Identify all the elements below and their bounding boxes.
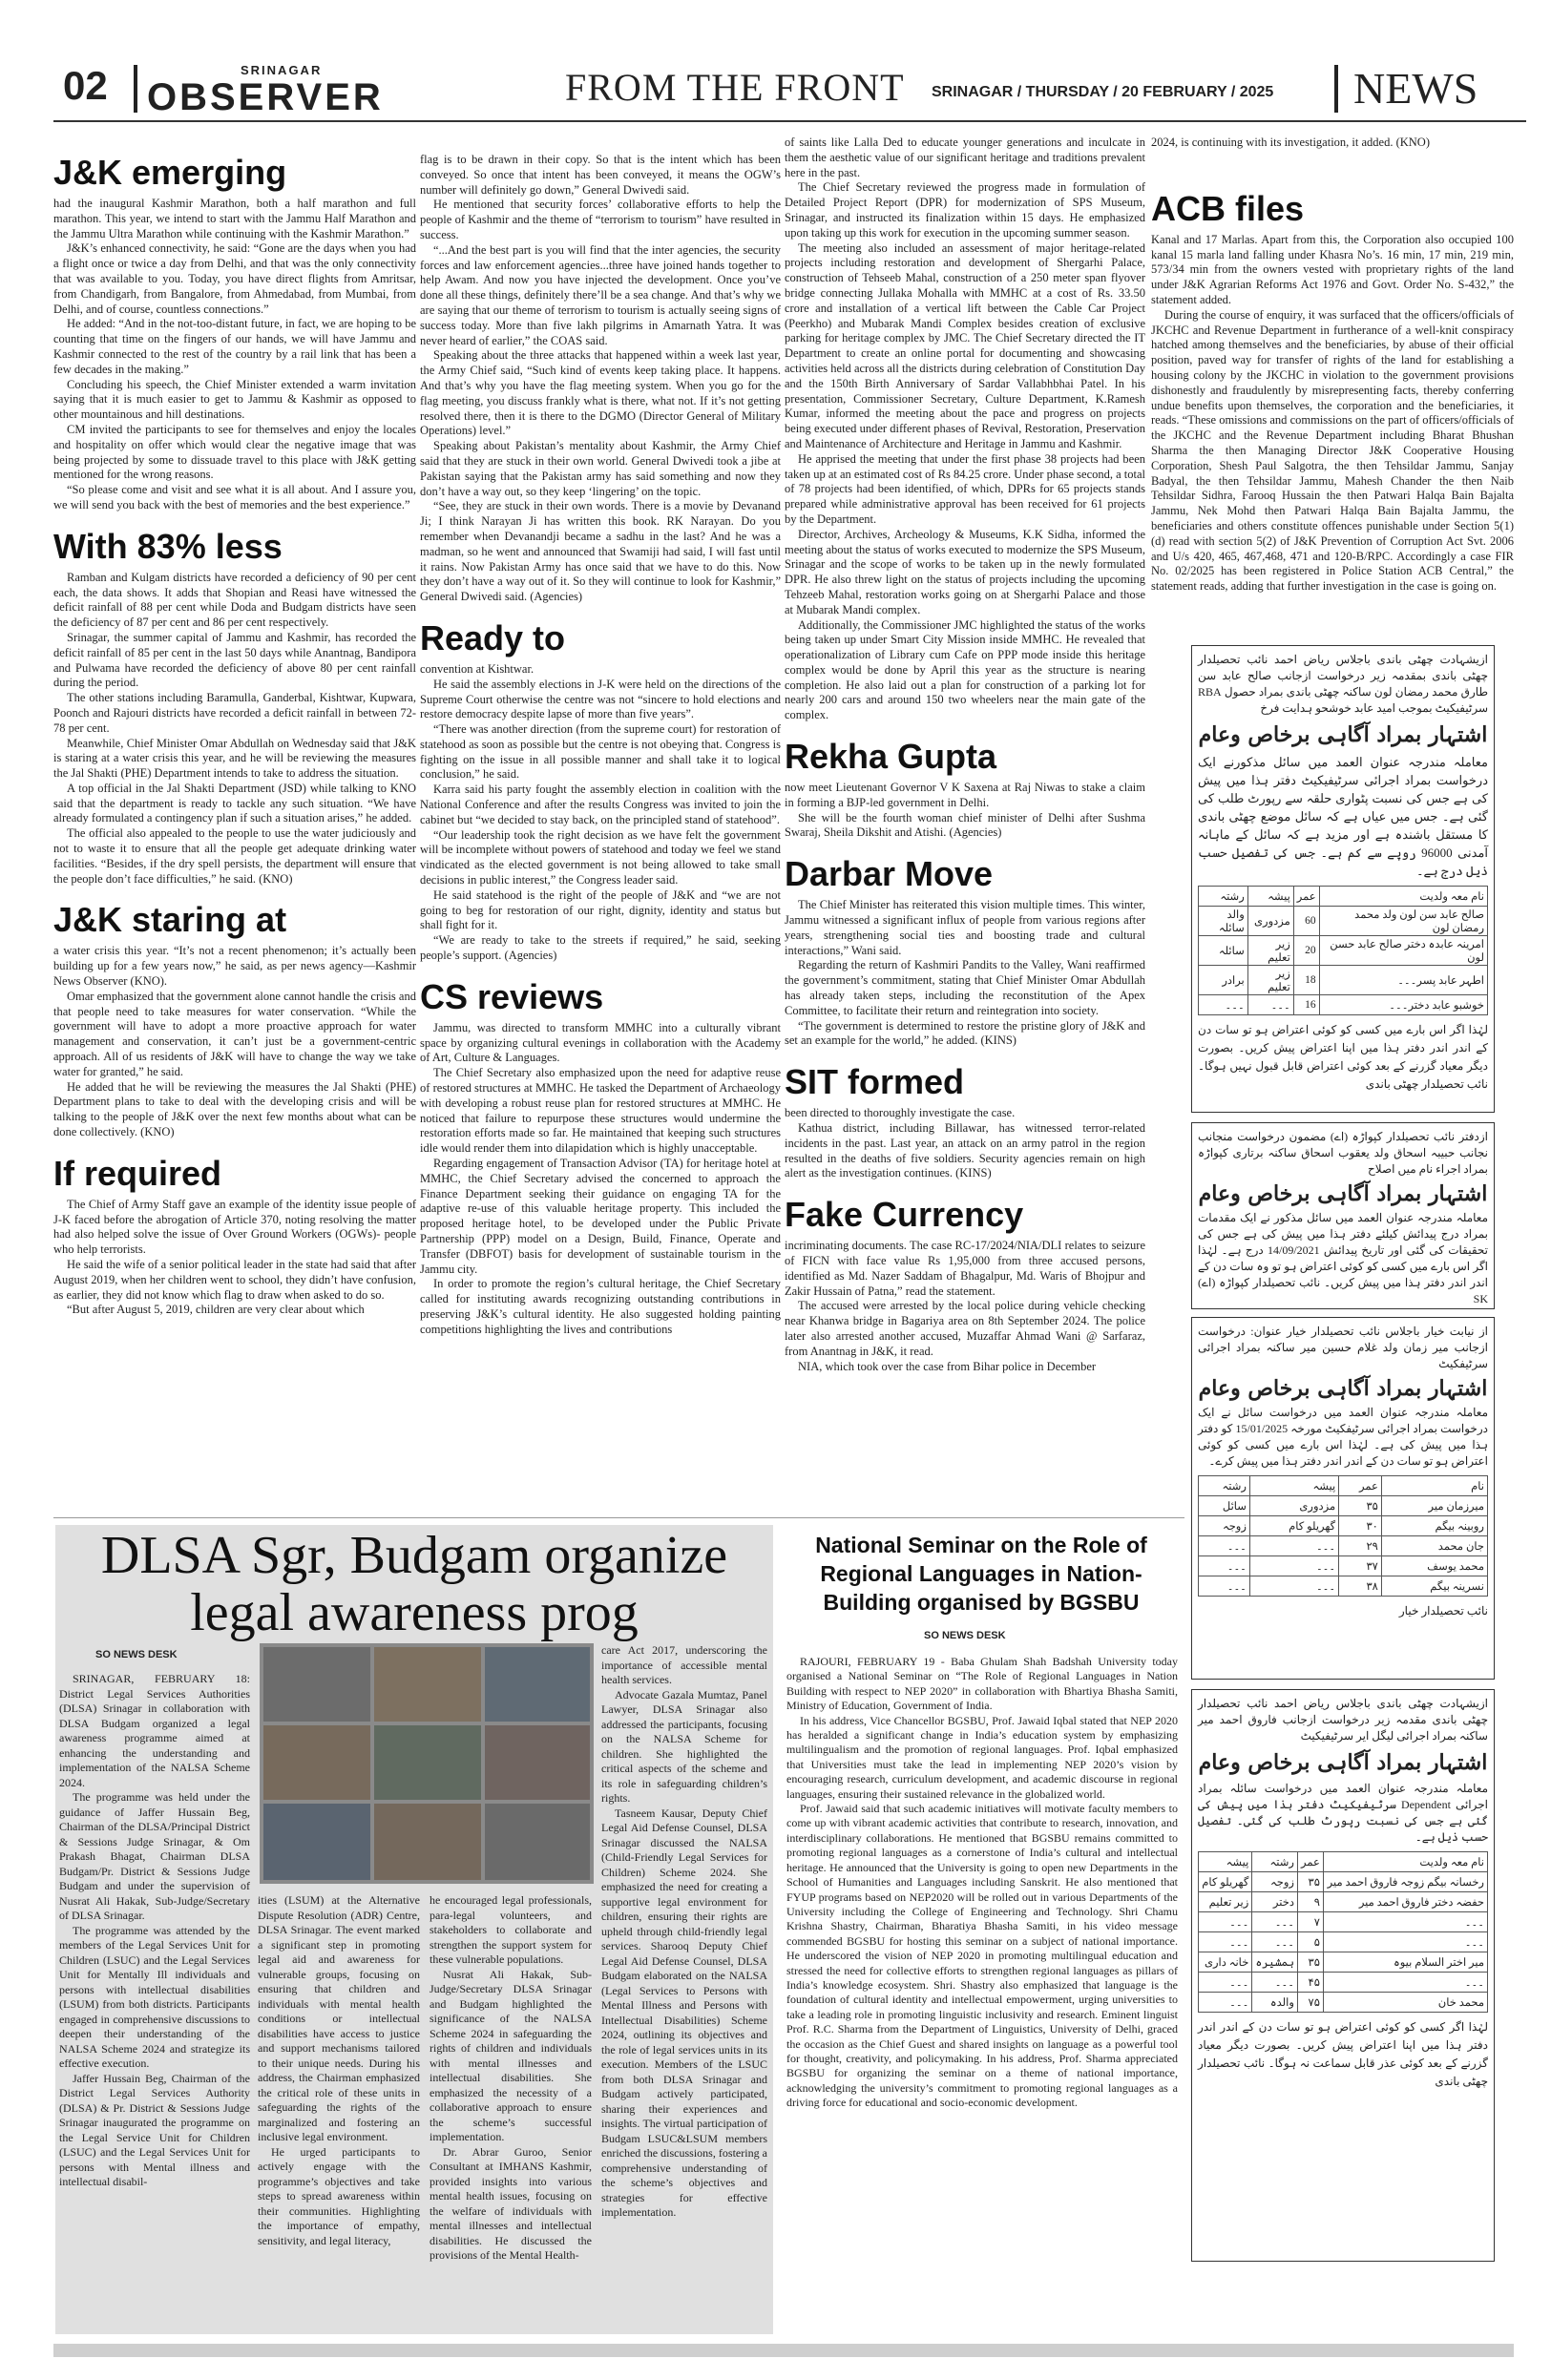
column-4 (1151, 136, 1514, 595)
paper-subtitle: SRINAGAR (241, 63, 323, 77)
table-header: رشتہ (1252, 1852, 1298, 1872)
paragraph: A top official in the Jal Shakti Department (JSD) while talking to KNO said that the department is ready to tackle any such situation. “We have already formulated a contingency plan if such a situation arises,” he added. (53, 781, 416, 825)
table-row (1199, 1556, 1488, 1576)
table-row (1199, 1952, 1488, 1973)
paragraph: Advocate Gazala Mumtaz, Panel Lawyer, DLSA Srinagar also addressed the participants, focusing on the NALSA Scheme for children. She highlighted the critical aspects of the scheme and its role in safeguarding children’s rights. (601, 1687, 767, 1805)
table-cell: خانہ داری (1199, 1952, 1252, 1973)
notice-intro: ازدفتر نائب تحصیلدار کپواڑہ (اے) مضمون درخواست منجانب نجانب حبیبہ اسحاق ولد یعقوب اسحاق ساکنہ برتاری کپواڑہ بمراد اجراء نام میں اصلاح (1198, 1130, 1488, 1176)
table-row (1199, 1892, 1488, 1912)
table-cell: ۔۔۔ (1249, 1536, 1338, 1556)
paragraph: Nusrat Ali Hakak, Sub-Judge/Secretary DLSA Srinagar and Budgam highlighted the significance of the NALSA Scheme 2024 in safeguarding the rights of children and individuals with mental illnesses and intellectual disabilities. She emphasized the necessity of a collaborative approach to ensure the scheme’s successful implementation. (430, 1967, 592, 2143)
table-cell: دختر (1252, 1892, 1298, 1912)
headline-darbar-move: Darbar Move (785, 854, 994, 894)
table-row (1199, 1576, 1488, 1597)
table-header: رشتہ (1199, 887, 1248, 907)
table-row (1199, 1993, 1488, 2013)
table-cell: زوجہ (1252, 1872, 1298, 1892)
paragraph: convention at Kishtwar. (420, 661, 534, 676)
table-header: نام معہ ولدیت (1323, 1852, 1487, 1872)
headline-ready-to: Ready to (420, 617, 566, 658)
table-cell: ۳۸ (1339, 1576, 1382, 1597)
page-number: 02 (63, 63, 108, 108)
article-body (785, 1106, 1145, 1181)
section-title: FROM THE FRONT (565, 66, 905, 109)
dlsa-headline (55, 1527, 773, 1641)
table-cell: ۔۔۔ (1323, 1973, 1487, 1993)
paragraph: he encouraged legal professionals, para-legal volunteers, and stakeholders to collaborate and strengthen the support system for these vulnerable populations. (430, 1893, 592, 1966)
table-cell: ۔۔۔ (1249, 1576, 1338, 1597)
table-cell: گھریلو کام (1199, 1872, 1252, 1892)
paragraph: Jammu, was directed to transform MMHC into a culturally vibrant space by organizing cultural evenings in collaboration with the Academy of Art, Culture & Languages. (420, 1020, 781, 1065)
table-cell: خوشبو عابد دختر۔۔۔ (1319, 995, 1487, 1015)
table-cell: ۔۔۔ (1252, 1973, 1298, 1993)
table-cell: محمد خان (1323, 1993, 1487, 2013)
table-cell: ۲۹ (1339, 1536, 1382, 1556)
paragraph: Regarding engagement of Transaction Advisor (TA) for heritage hotel at MMHC, the Chief Secretary advised the concerned to approach the Finance Department seeking their guidance on engaging TA for the adaptive re-use of this valuable heritage property. This included the proposed heritage hotel, to be developed under the Public Private Partnership (PPP) model on a Design, Build, Finance, Operate and Transfer (DBFOT) basis for development of sustainable tourism in the Jammu city. (420, 1157, 781, 1276)
table-row (1199, 1496, 1488, 1516)
table-cell: محمد یوسف (1381, 1556, 1487, 1576)
table-cell: ۳۵ (1339, 1496, 1382, 1516)
table-cell: میرزمان میر (1381, 1496, 1487, 1516)
table-cell: میر اختر السلام بیوہ (1323, 1952, 1487, 1973)
table-row (1199, 936, 1488, 966)
notice-intro: ازیشہادت چھٹی باندی باجلاس ریاض احمد نائب تحصیلدار چھٹی باندی بمقدمہ زیر درخواست ازجانب صالح عابد سن طارق محمد رمضان لون ساکنہ چھٹی باندی بمراد حصول RBA سرٹیفیکیٹ بموجب امید عابد خوشحو ہدایت فرخ (1198, 653, 1488, 715)
paragraph: “See, they are stuck in their own words. There is a movie by Devanand Ji; I think Narayan Ji has written this book. RK Narayan. Do you remember when Devanandji became a sadhu in the last? And he was a madman, so he went and announced that Swamiji had said, I will fast until it rains. Now Pakistan Army has once said that we have to do this. Now they don’t have a way out of it. So they will continue to look for Kashmir,” General Dwivedi said. (Agencies) (420, 499, 781, 604)
table-header: رشتہ (1199, 1476, 1250, 1496)
paragraph: The other stations including Baramulla, Ganderbal, Kishtwar, Kupwara, Poonch and Rajouri districts have recorded a deficit rainfall in between 72-78 per cent. (53, 691, 416, 735)
table-cell: ۵ (1297, 1932, 1323, 1952)
table-header: عمر (1293, 887, 1319, 907)
headline-sit-formed: SIT formed (785, 1062, 965, 1102)
headline-jk-emerging: J&K emerging (53, 153, 287, 192)
table-cell: صالح عابد سن لون ولد محمد رمضان لون (1319, 907, 1487, 936)
paragraph: Omar emphasized that the government alone cannot handle the crisis and that people need to take measures for water conservation. “While the government will have to adopt a more proactive approach for water management and conservation, it can’t just be a government-centric approach. All of us residents of J&K will have to change the way we take water for granted,” he said. (53, 989, 416, 1078)
table-cell: ۔۔۔ (1199, 1993, 1252, 2013)
table-cell: ۳۵ (1297, 1952, 1323, 1973)
article-body (785, 781, 1145, 841)
table-cell: زیر تعلیم (1247, 936, 1293, 966)
table-cell: ۷ (1297, 1912, 1323, 1932)
urdu-notice-4 (1191, 1689, 1495, 2262)
paragraph: The programme was held under the guidance of Jaffer Hussain Beg, Chairman of the DLSA/Principal District & Sessions Judge Srinagar, & Om Prakash Bhagat, Chairman DLSA Budgam/Pr. District & Sessions Judge Budgam and under the supervision of Nusrat Ali Hakak, Sub-Judge/Secretary of DLSA Srinagar. (59, 1790, 250, 1922)
paragraph: He urged participants to actively engage with the programme’s objectives and take steps to spread awareness within their communities. Highlighting the importance of empathy, sensitivity, and legal literacy, (258, 2144, 420, 2247)
paragraph: He said the assembly elections in J-K were held on the directions of the Supreme Court otherwise the centre was not “sincere to hold elections and restore democracy despite lapse of more than five years”. (420, 677, 781, 721)
table-cell: ۷۵ (1297, 1993, 1323, 2013)
paragraph: Dr. Abrar Guroo, Senior Consultant at IMHANS Kashmir, provided insights into various mental health issues, focusing on the welfare of individuals with mental illnesses and intellectual disabilities. He discussed the provisions of the Mental Health- (430, 2144, 592, 2262)
paragraph: Srinagar, the summer capital of Jammu and Kashmir, has recorded the deficit rainfall of 85 per cent in the last 50 days while Anantnag, Bandipora and Pulwama have recorded the deficiency of above 80 per cent rainfall during the period. (53, 630, 416, 690)
paragraph: Kathua district, including Billawar, has witnessed terror-related incidents in the past. Last year, an attack on an army patrol in the region resulted in the deaths of five soldiers. Security agencies remain on high alert as the investigation continues. (KINS) (785, 1121, 1145, 1180)
table-cell: ۔۔۔ (1199, 1973, 1252, 1993)
table-cell: ۔۔۔ (1247, 995, 1293, 1015)
paragraph: The Chief of Army Staff gave an example of the identity issue people of J-K faced before the abrogation of Article 370, noting resolving the matter had also helped solve the issue of Over Ground Workers (OGWs)- people who help terrorists. (53, 1197, 416, 1257)
table-row (1199, 1516, 1488, 1536)
headline-cs-reviews: CS reviews (420, 976, 604, 1016)
table-row (1199, 966, 1488, 995)
masthead-rule (53, 120, 1526, 122)
paragraph: The Chief Secretary reviewed the progress made in formulation of Detailed Project Report (DPR) for modernization of SPS Museum, Srinagar, and instructed its finalization within 15 days. He emphasized upon taking up this work for execution in the upcoming summer season. (785, 180, 1145, 240)
urdu-notice-2 (1191, 1122, 1495, 1309)
paragraph: J&K’s enhanced connectivity, he said: “Gone are the days when you had a flight once or twice a day from Delhi, and that was the only connectivity that was available to you. Today, you have direct flights from Amritsar, from Chandigarh, from Bangalore, from Ahmedabad, from Mumbai, from Delhi, and of course, countless connections.” (53, 241, 416, 316)
paragraph: The programme was attended by the members of the Legal Services Unit for Children (LSUC) and the Legal Services Unit for Mentally Ill individuals and persons with intellectual disabilities (LSUM) from both districts. Participants engaged in comprehensive discussions to deepen their understanding of the NALSA Scheme 2024 and strategize its effective execution. (59, 1923, 250, 2070)
headline-rekha-gupta: Rekha Gupta (785, 737, 997, 777)
urdu-notice-1 (1191, 645, 1495, 1113)
table-cell: ۳۷ (1339, 1556, 1382, 1576)
table-header: پیشہ (1199, 1852, 1252, 1872)
table-header: نام معہ ولدیت (1319, 887, 1487, 907)
column-1 (53, 153, 416, 1318)
table-cell: نسرینہ بیگم (1381, 1576, 1487, 1597)
paragraph: Karra said his party fought the assembly election in coalition with the National Conference and after the results Congress was invited to join the cabinet but “we decided to stay back, on the principled stand of statehood”. (420, 783, 781, 826)
table-cell: زیر تعلیم (1199, 1892, 1252, 1912)
table-cell: 20 (1293, 936, 1319, 966)
paragraph: Tasneem Kausar, Deputy Chief Legal Aid Defense Counsel, DLSA Srinagar discussed the NALSA (Child-Friendly Legal Services for Children) Scheme 2024. She emphasized the need for creating a supportive legal environment for children, ensuring their rights are upheld through child-friendly legal services. Sharooq Deputy Chief Legal Aid Defense Counsel, DLSA Budgam elaborated on the NALSA (Legal Services to Persons with Mental Illness and Persons with Intellectual Disabilities) Scheme 2024, outlining its objectives and the role of legal services units in its execution. Members of the LSUC from both DLSA Srinagar and Budgam actively participated, sharing their experiences and insights. The virtual participation of Budgam LSUC&LSUM members enriched the discussions, fostering a comprehensive understanding of the scheme’s objectives and strategies for effective implementation. (601, 1806, 767, 2219)
paragraph: “The government is determined to restore the pristine glory of J&K and set an example for the world,” he added. (KINS) (785, 1018, 1145, 1048)
paragraph: had the inaugural Kashmir Marathon, both a half marathon and full marathon. This year, we intend to start with the Jammu Half Marathon and the Jammu Ultra Marathon while continuing with the Kashmir Marathon.” (53, 197, 416, 240)
table-cell: ۔۔۔ (1199, 1536, 1250, 1556)
table-cell: 18 (1293, 966, 1319, 995)
paragraph: She will be the fourth woman chief minister of Delhi after Sushma Swaraj, Sheila Dikshit and Atishi. (Agencies) (785, 810, 1145, 840)
notice-footer: نائب تحصیلدار خیار (1398, 1604, 1488, 1618)
table-cell: حفضہ دختر فاروق احمد میر (1323, 1892, 1487, 1912)
paragraph: flag is to be drawn in their copy. So that is the intent which has been conveyed. So once that intent has been conveyed, it means the OGW’s number will definitely go down,” General Dwivedi said. (420, 153, 781, 197)
headline-line: legal awareness prog (190, 1583, 639, 1642)
dlsa-column-4 (601, 1643, 767, 2221)
notice-title: اشتہار بمراد آگاہی برخاص وعام (1198, 1181, 1488, 1206)
notice-text: معاملہ مندرجہ عنوان العمد میں سائل مذکور نے ایک مقدمات بمراد درج پیدائش کیلئے دفتر ہذا میں پیش کی ہے جس کی تحقیقات کی گئی اور تاریخ پیدائش 14/09/2021 درج ہے۔ لہٰذا اگر اس بارے میں کسی کو کوئی اعتراض ہو تو وہ سات دن کے اندر اندر دفتر ہذا میں پیش کریں۔ نائب تحصیلدار کپواڑہ (اے) SK (1198, 1211, 1488, 1305)
paragraph: During the course of enquiry, it was surfaced that the officers/officials of JKCHC and Revenue Department in furtherance of a well-knit conspiracy hatched among themselves and the beneficiaries, by abuse of their official position, paved way for transfer of rights of the land for establishing a housing colony by the JKCHC in violation to the government provisions dishonestly and fraudulently by misrepresenting facts, thereby conferring undue benefits upon themselves, the corporation and the beneficiaries, it reads. “These omissions and commissions on the part of officers/officials of the JKCHC and the Revenue Department including Bharat Bhushan Sharma the then Managing Director J&K Cooperative Housing Corporation, Shesh Paul Salgotra, the then Tehsildar Jammu, Sanjay Badyal, the then Tehsildar Jammu, Mahesh Chander the then Naib Tehsildar Sidhra, Farooq Hussain the then Patwari Halqa Bain Bajalta Jammu, Nek Mohd then Patwari Halqa Bain Bajalta Jammu, the beneficiaries and others constitute offences punishable under Section 5(1)(d) read with section 5(2) of J&K Prevention of Corruption Act Svt. 2006 and U/s 420, 465, 467,468, 471 and 120-B/RPC. Accordingly a case FIR No. 02/2025 has been registered in Police Station ACB Central,” the statement reads, adding that further investigation in the case is going on. (1151, 307, 1514, 594)
table-header: عمر (1339, 1476, 1382, 1496)
table-cell: رخسانہ بیگم زوجہ فاروق احمد میر (1323, 1872, 1487, 1892)
notice-table (1198, 886, 1488, 1015)
dateline: SRINAGAR / THURSDAY / 20 FEBRUARY / 2025 (932, 84, 1274, 100)
paragraph: Jaffer Hussain Beg, Chairman of the District Legal Services Authority (DLSA) & Pr. District & Sessions Judge Srinagar inaugurated the programme on the Legal Service Unit for Children (LSUC) and the Legal Services Unit for persons with Mental illness and intellectual disabil- (59, 2071, 250, 2188)
paragraph: The official also appealed to the people to use the water judiciously and not to waste it to ensure that all the people get adequate drinking water facilities. “Besides, if the dry spell persists, the department will ensure that the people don’t face difficulties,” he said. (KNO) (53, 826, 416, 886)
table-cell: گھریلو کام (1249, 1516, 1338, 1536)
table-cell: ۴۵ (1297, 1973, 1323, 1993)
dlsa-column-1 (59, 1672, 250, 2190)
paragraph: Prof. Jawaid said that such academic initiatives will motivate faculty members to come up with vibrant academic activities that contribute to research, innovation, and interdisciplinary collaborations. He mentioned that BGSBU remains committed to promoting regional languages as a cornerstone of India’s cultural and intellectual heritage. He announced that the University is going to open new Departments in the School of Humanities and Languages including Sanskrit. He also mentioned that FYUP programs based on NEP2020 will be rolled out in various Departments of the University including the College of Engineering and Technology. Shri Chamu Krishna Shastry, Chairman, Bharatiya Bhasha Samiti, in his video message commended BGSBU for hosting this seminar on a subject of national importance. He underscored the vision of NEP 2020 in promoting multilingual education and stressed the need for collective efforts to strengthen regional languages as pillars of India’s knowledge ecosystem. Shri. Shastry also emphasized that language is the foundation of cultural identity and intellectual empowerment, urging universities to take a leading role in promoting linguistic inclusivity and research. Eminent linguist Prof. R.C. Sharma from the Department of Linguistics, University of Delhi, graced the occasion as the Chief Guest and shared insights on language as a powerful tool for thought, creativity, and policymaking. In his address, Prof. Sharma appreciated BGSBU for organizing the seminar on a theme of national importance, acknowledging the university’s commitment to promoting regional languages as a driving force for educational and socio-economic development. (786, 1802, 1178, 2110)
section-divider (53, 1517, 1184, 1518)
table-cell: والد سائلہ (1199, 907, 1248, 936)
paragraph: The Chief Secretary also emphasized upon the need for adaptive reuse of restored structures at MMHC. He tasked the Department of Archaeology with developing a robust reuse plan for restored structures at MMHC. He noticed that failure to repurpose these structures would undermine the restoration efforts made so far. He maintained that keeping such structures idle would render them into dilapidation which is highly unacceptable. (420, 1066, 781, 1156)
table-header: نام (1381, 1476, 1487, 1496)
table-header-row (1199, 887, 1488, 907)
article-body (420, 662, 781, 964)
masthead-divider-right (1334, 65, 1338, 113)
article-body (53, 197, 416, 513)
headline-acb-files: ACB files (1151, 188, 1305, 228)
article-body (1151, 136, 1514, 151)
paragraph: “There was another direction (from the supreme court) for restoration of statehood as soon as possible but the centre is not obeying that. Congress is fighting on the issue in all possible manner and shall take it to logical conclusion,” he said. (420, 722, 781, 782)
paragraph: Concluding his speech, the Chief Minister extended a warm invitation saying that it is much easier to get to Jammu & Kashmir as opposed to other mountainous and hill destinations. (53, 377, 416, 422)
paragraph: He added: “And in the not-too-distant future, in fact, we are hoping to be counting that time on the fingers of our hands, we will have Jammu and Kashmir connected to the rest of the country by a rail link that has been a few decades in the making.” (53, 317, 416, 376)
paragraph: The Chief Minister has reiterated this vision multiple times. This winter, Jammu witnessed a significant influx of people from various regions after years, strengthening social ties and boosting trade and cultural interactions,” Wani said. (785, 898, 1145, 957)
paragraph: “Our leadership took the right decision as we have felt the government will be incomplete without powers of statehood and today we feel we stand vindicated as the elected government is not being allowed to take small decisions in public interest,” the Congress leader said. (420, 827, 781, 887)
table-cell: ۹ (1297, 1892, 1323, 1912)
dlsa-column-2 (258, 1893, 420, 2248)
table-cell: ۔۔۔ (1252, 1932, 1298, 1952)
table-header-row (1199, 1476, 1488, 1496)
paragraph: care Act 2017, underscoring the importance of accessible mental health services. (601, 1643, 767, 1686)
paragraph: Regarding the return of Kashmiri Pandits to the Valley, Wani reaffirmed the government’s commitment, stating that Chief Minister Omar Abdullah has already taken steps, including the reconstitution of the Apex Committee, to facilitate their return and reintegration into society. (785, 958, 1145, 1017)
table-cell: ۔۔۔ (1199, 1576, 1250, 1597)
notice-title: اشتہار بمراد آگاہی برخاص وعام (1198, 1750, 1488, 1775)
notice-title: اشتہار بمراد آگاہی برخاص وعام (1198, 722, 1488, 747)
table-cell: والدہ (1252, 1993, 1298, 2013)
article-body (785, 1239, 1145, 1374)
table-cell: 60 (1293, 907, 1319, 936)
paragraph: “But after August 5, 2019, children are very clear about which (67, 1303, 365, 1317)
urdu-notice-3 (1191, 1317, 1495, 1680)
table-row (1199, 1973, 1488, 1993)
column-3 (785, 136, 1145, 1374)
paragraph: “So please come and visit and see what it is all about. And I assure you, we will send you back with the best of memories and the best experience.” (53, 483, 416, 511)
headline-fake-currency: Fake Currency (785, 1195, 1024, 1235)
paper-name: OBSERVER (147, 76, 384, 118)
table-cell: جان محمد (1381, 1536, 1487, 1556)
paragraph: He apprised the meeting that under the first phase 38 projects had been taken up at an estimated cost of Rs 84.25 crore. Under phase second, a total of 78 projects had been identified, of which, DPRs for 65 projects stands prepared while administrative approval has been received for 61 projects by the Department. (785, 451, 1146, 526)
notice-table (1198, 1475, 1488, 1597)
table-cell: امرینہ عابدہ دختر صالح عابد حسن لون (1319, 936, 1487, 966)
paragraph: He added that he will be reviewing the measures the Jal Shakti (PHE) Department plans to take to deal with the developing crisis and will be talking to the people of J&K over the next few months about what can be done collectively. (KNO) (53, 1079, 416, 1139)
paragraph: NIA, which took over the case from Bihar police in December (798, 1359, 1097, 1373)
table-cell: ۔۔۔ (1323, 1932, 1487, 1952)
paragraph: been directed to thoroughly investigate the case. (785, 1106, 1016, 1120)
table-cell: ۔۔۔ (1199, 1932, 1252, 1952)
paragraph: In order to promote the region’s cultural heritage, the Chief Secretary called for instituting awards recognizing outstanding contributions in preserving J&K’s cultural identity. He also suggested holding painting competitions highlighting the lives and contributions (420, 1277, 781, 1336)
paragraph: Director, Archives, Archeology & Museums, K.K Sidha, informed the meeting about the status of works executed to modernize the SPS Museum, Srinagar and the scope of works to be taken up in the newly formulated DPR. He also threw light on the status of projects including the upcoming Tehzeeb Mahal, restoration works going on at Shergarhi Palace and those at Mubarak Mandi complex. (785, 527, 1145, 616)
table-header: عمر (1297, 1852, 1323, 1872)
paragraph: Speaking about Pakistan’s mentality about Kashmir, the Army Chief said that they are stuck in their own world. General Dwivedi took a jibe at Pakistan saying that the Pakistan army has said something and now they don’t have a way out, so they keep ‘lingering’ on the topic. (420, 439, 781, 498)
paragraph: Additionally, the Commissioner JMC highlighted the status of the works being taken up under Smart City Mission inside MMHC. He revealed that operationalization of Library cum Cafe on PPP mode inside this heritage complex would be done by April this year as the structure is nearing completion. He also laid out a plan for construction of a parking lot for nearly 200 cars and around 150 two wheelers near the main gate of the complex. (785, 617, 1145, 722)
table-row (1199, 1872, 1488, 1892)
paragraph: The accused were arrested by the local police during vehicle checking near Khanwa bridge in Bagariya area on 8th September 2024. The police later also arrested another accused, Muzaffar Ahmad Wani @ Sarfaraz, from Anantnag in J&K, it read. (785, 1299, 1145, 1358)
article-body (1151, 233, 1514, 595)
table-cell: ۔۔۔ (1199, 995, 1248, 1015)
paragraph: Kanal and 17 Marlas. Apart from this, the Corporation also occupied 100 kanal 15 marla land falling under Khasra No’s. 16 min, 17 min, 219 min, 573/34 min from the owners vested with proprietary rights of the land under J&K Agrarian Reforms Act 1976 and Govt. Order No. S-432,” the statement added. (1151, 232, 1514, 306)
paragraph: CM invited the participants to see for themselves and enjoy the locales and hospitality on offer which would clear the negative image that was being projected by some to dissuade travel to this place with J&K getting mentioned for the wrong reasons. (53, 422, 416, 482)
table-cell: زوجہ (1199, 1516, 1250, 1536)
notice-intro: ازیشہادت چھٹی باندی باجلاس ریاض احمد نائب تحصیلدار چھٹی باندی مقدمہ زیر درخواست ازجانب فاروق احمد میر ساکنہ بمراد اجرائی لیگل ایر سرٹیفیکیٹ (1198, 1697, 1488, 1743)
table-cell: 16 (1293, 995, 1319, 1015)
paragraph: now meet Lieutenant Governor V K Saxena at Raj Niwas to stake a claim in forming a BJP-led government in Delhi. (785, 781, 1145, 809)
table-cell: ۔۔۔ (1249, 1556, 1338, 1576)
table-cell: ۔۔۔ (1199, 1556, 1250, 1576)
byline: SO NEWS DESK (924, 1630, 1006, 1641)
article-body (785, 898, 1145, 1049)
table-cell: زیر تعلیم (1247, 966, 1293, 995)
paragraph: Ramban and Kulgam districts have recorded a deficiency of 90 per cent each, the data shows. It adds that Shopian and Reasi have witnessed the deficit rainfall of 88 per cent while Doda and Budgam districts have seen the deficiency of 87 per cent and 86 per cent respectively. (53, 570, 416, 630)
headline-83-less: With 83% less (53, 526, 283, 566)
table-header: پیشہ (1247, 887, 1293, 907)
table-cell: ۔۔۔ (1252, 1912, 1298, 1932)
table-row (1199, 907, 1488, 936)
news-label: NEWS (1353, 64, 1478, 113)
notice-table (1198, 1851, 1488, 2013)
notice-text: معاملہ مندرجہ عنوان العمد میں درخواست سائلہ بمراد اجرائی Dependent سرٹیفیکیٹ دفتر ہذا میں پیش کی گئی ہے جس کی نسبت رپورٹ طلب کی گئی۔ تفصیل حسب ذیل ہے۔ (1198, 1782, 1488, 1844)
paragraph: Speaking about the three attacks that happened within a week last year, the Army Chief said, “Such kind of events keep taking place. It happens. And that’s why you have the flag meeting system. When you go for the flag meeting, you discuss frankly what is there, what not. If it’s not getting resolved there, then it is there to the DGMO (Director General of Military Operations) level.” (420, 348, 781, 438)
table-cell: مزدوری (1249, 1496, 1338, 1516)
table-cell: ۔۔۔ (1199, 1912, 1252, 1932)
table-cell: برادر (1199, 966, 1248, 995)
paragraph: 2024, is continuing with its investigation, it added. (KNO) (1151, 136, 1430, 149)
paragraph: incriminating documents. The case RC-17/2024/NIA/DLI relates to seizure of FICN with face value Rs 1,95,000 from three accused persons, identified as Md. Nazer Saddam of Bhagalpur, Md. Waris of Bhojpur and Zakir Hussain of Patna,” read the statement. (785, 1239, 1145, 1298)
paragraph: In his address, Vice Chancellor BGSBU, Prof. Jawaid Iqbal stated that NEP 2020 has heralded a significant change in India’s education system by emphasizing multilingualism and the promotion of regional languages. Prof. Iqbal emphasized that Universities must take the lead in implementing NEP 2020’s vision by encouraging research, curriculum development, and academic discourse in regional languages, ensuring their sustained relevance in the globalized world. (786, 1713, 1178, 1801)
headline-line: DLSA Sgr, Budgam organize (100, 1526, 728, 1585)
headline-if-required: If required (53, 1153, 222, 1193)
table-cell: مزدوری (1247, 907, 1293, 936)
paragraph: The meeting also included an assessment of major heritage-related projects including restoration and development of Shergarhi Palace, construction of Tehseeb Mahal, construction of a 250 meter span flyover bridge connecting Jullaka Mohalla with MMHC at a cost of Rs. 33.50 crore and installation of a vertical lift between the Cable Car Project (Peerkho) and Mubarak Mandi Complex besides creation of exclusive parking for heritage complex by JMC. The Chief Secretary directed the IT Department to create an online portal for documenting and showcasing activities held across all the districts during celebration of Constitution Day and the 150th Birth Anniversary of Sardar Vallabhbhai Patel. In his presentation, Commissioner Secretary, Culture Department, K.Ramesh Kumar, informed the meeting about the pace and progress on projects being executed under different phases of Revival, Restoration, Preservation and Maintenance of Architecture and Heritage in Jammu and Kashmir. (785, 240, 1145, 450)
table-cell: ۳۰ (1339, 1516, 1382, 1536)
footer-bar (53, 2344, 1514, 2357)
column-2 (420, 153, 781, 1338)
article-body (420, 153, 781, 605)
table-cell: سائلہ (1199, 936, 1248, 966)
table-header-row (1199, 1852, 1488, 1872)
table-cell: ہمشیرہ (1252, 1952, 1298, 1973)
headline-jk-staring: J&K staring at (53, 900, 287, 940)
article-body (53, 1198, 416, 1318)
article-body (420, 1021, 781, 1338)
paragraph: “...And the best part is you will find that the inter agencies, the security forces and law enforcement agencies...three have joined hands together to help Awam. And now you have injected the development. Once you’ve done all these things, definitely there’ll be a sea change. And that’s why we are saying that our theme of terrorism to tourism is actually seeing signs of success today. More than five lakh pilgrims in Amarnath Yatra. It was never heard of earlier,” the COAS said. (420, 242, 781, 347)
paragraph: ities (LSUM) at the Alternative Dispute Resolution (ADR) Centre, DLSA Srinagar. The event marked a significant step in promoting legal aid and awareness for vulnerable groups, focusing on ensuring that children and individuals with mental health conditions or intellectual disabilities have access to justice and support mechanisms tailored to their unique needs. During his address, the Chairman emphasized the critical role of these units in safeguarding the rights of the marginalized and fostering an inclusive legal environment. (258, 1893, 420, 2143)
table-row (1199, 1932, 1488, 1952)
notice-text: معاملہ مندرجہ عنوان العمد میں سائل مذکورنے ایک درخواست بمراد اجرائی سرٹیفیکیٹ دفتر ہذا میں پیش کی ہے جس کی نسبت پٹواری حلقہ سے رپورٹ طلب کی گئی ہے۔ جس میں عیاں ہے کہ سائل موضع چھٹی باندی کا مستقل باشندہ ہے اور مزید ہے کہ سائل کے ماہانہ آمدنی 96000 روپے سے کم ہے۔ جس کی تفصیل حسب ذیل درج ہے۔ (1198, 755, 1488, 878)
article-body (53, 944, 416, 1139)
table-cell: ۔۔۔ (1323, 1912, 1487, 1932)
article-body (785, 136, 1145, 723)
seminar-body (786, 1655, 1178, 2111)
paragraph: of saints like Lalla Ded to educate younger generations and inculcate in them the aesthetic value of our significant heritage and traditions prevalent here in the past. (785, 136, 1145, 179)
table-cell: سائل (1199, 1496, 1250, 1516)
table-row (1199, 995, 1488, 1015)
paragraph: He said statehood is the right of the people of J&K and “we are not going to beg for restoration of our right, dignity, identity and status but shall fight for it. (420, 887, 781, 932)
notice-text: معاملہ مندرجہ عنوان العمد میں درخواست سائل نے ایک درخواست بمراد اجرائی سرٹیفکیٹ مورخہ 15/01/2025 کو دفتر ہذا میں پیش کی ہے۔ لہٰذا اس بارے میں کسی کو کوئی اعتراض ہو تو سات دن کے اندر اندر دفتر ہذا میں پیش کرے۔ (1198, 1406, 1488, 1468)
notice-title: اشتہار بمراد آگاہی برخاص وعام (1198, 1376, 1488, 1401)
paragraph: SRINAGAR, FEBRUARY 18: District Legal Services Authorities (DLSA) Srinagar in collaboration with DLSA Budgam organized a legal awareness programme aimed at enhancing the understanding and implementation of the NALSA Scheme 2024. (59, 1672, 250, 1789)
paragraph: “We are ready to take to the streets if required,” he said, seeking people’s support. (Agencies) (420, 933, 781, 963)
notice-footer: لہٰذا اگر کسی کو کوئی اعتراض ہو تو سات دن کے اندر اندر دفتر ہذا میں اپنا اعتراض پیش کریں۔ بصورت دیگر معیاد گزرنے کے بعد کوئی عذر قابل سماعت نہ ہوگا۔ نائب تحصیلدار چھٹی باندی (1198, 2020, 1488, 2088)
table-row (1199, 1536, 1488, 1556)
photo-collage-image (260, 1643, 594, 1884)
seminar-headline: National Seminar on the Role of Regional Languages in Nation-Building organised by BGSBU (815, 1533, 1147, 1615)
article-body (53, 571, 416, 887)
notice-footer: لہٰذا اگر اس بارے میں کسی کو کوئی اعتراض ہو تو سات دن کے اندر اندر دفتر ہذا میں اپنا اعتراض پیش کریں۔ بصورت دیگر معیاد گزرنے کے بعد کوئی اعتراض قابل قبول نہیں ہوگا۔ نائب تحصیلدار چھٹی باندی (1198, 1023, 1488, 1091)
paragraph: He mentioned that security forces’ collaborative efforts to help the people of Kashmir and the theme of “terrorism to tourism” have resulted in success. (420, 198, 781, 241)
dlsa-column-3 (430, 1893, 592, 2264)
paragraph: Meanwhile, Chief Minister Omar Abdullah on Wednesday said that J&K is staring at a water crisis this year, and he will be reviewing the measures the Jal Shakti (PHE) Department intends to take to address the situation. (53, 736, 416, 781)
event-photo-collage (260, 1643, 594, 1884)
paragraph: He said the wife of a senior political leader in the state had said that after August 2019, when her children went to school, they didn’t have confusion, as earlier, they did not know which flag to draw when asked to do so. (53, 1258, 416, 1302)
byline: SO NEWS DESK (95, 1649, 178, 1660)
paragraph: a water crisis this year. “It’s not a recent phenomenon; it’s actually been building up for a few years now,” he said, as per news agency—Kashmir News Observer (KNO). (53, 944, 416, 989)
table-cell: ۳۵ (1297, 1872, 1323, 1892)
table-header: پیشہ (1249, 1476, 1338, 1496)
paragraph: RAJOURI, FEBRUARY 19 - Baba Ghulam Shah Badshah University today organised a National Seminar on “The Role of Regional Languages in Nation Building with respect to NEP 2020” in collaboration with Bhartiya Bhasha Samiti, Ministry of Education, Government of India. (786, 1655, 1178, 1713)
table-cell: اطہر عابد پسر۔۔۔ (1319, 966, 1487, 995)
table-row (1199, 1912, 1488, 1932)
notice-intro: از نیابت خیار باجلاس نائب تحصیلدار خیار عنوان: درخواست ازجانب میر زمان ولد غلام حسین میر ساکنہ بمراد اجرائی سرٹیفکیٹ (1198, 1325, 1488, 1370)
table-cell: روبینہ بیگم (1381, 1516, 1487, 1536)
masthead-divider (134, 65, 137, 113)
